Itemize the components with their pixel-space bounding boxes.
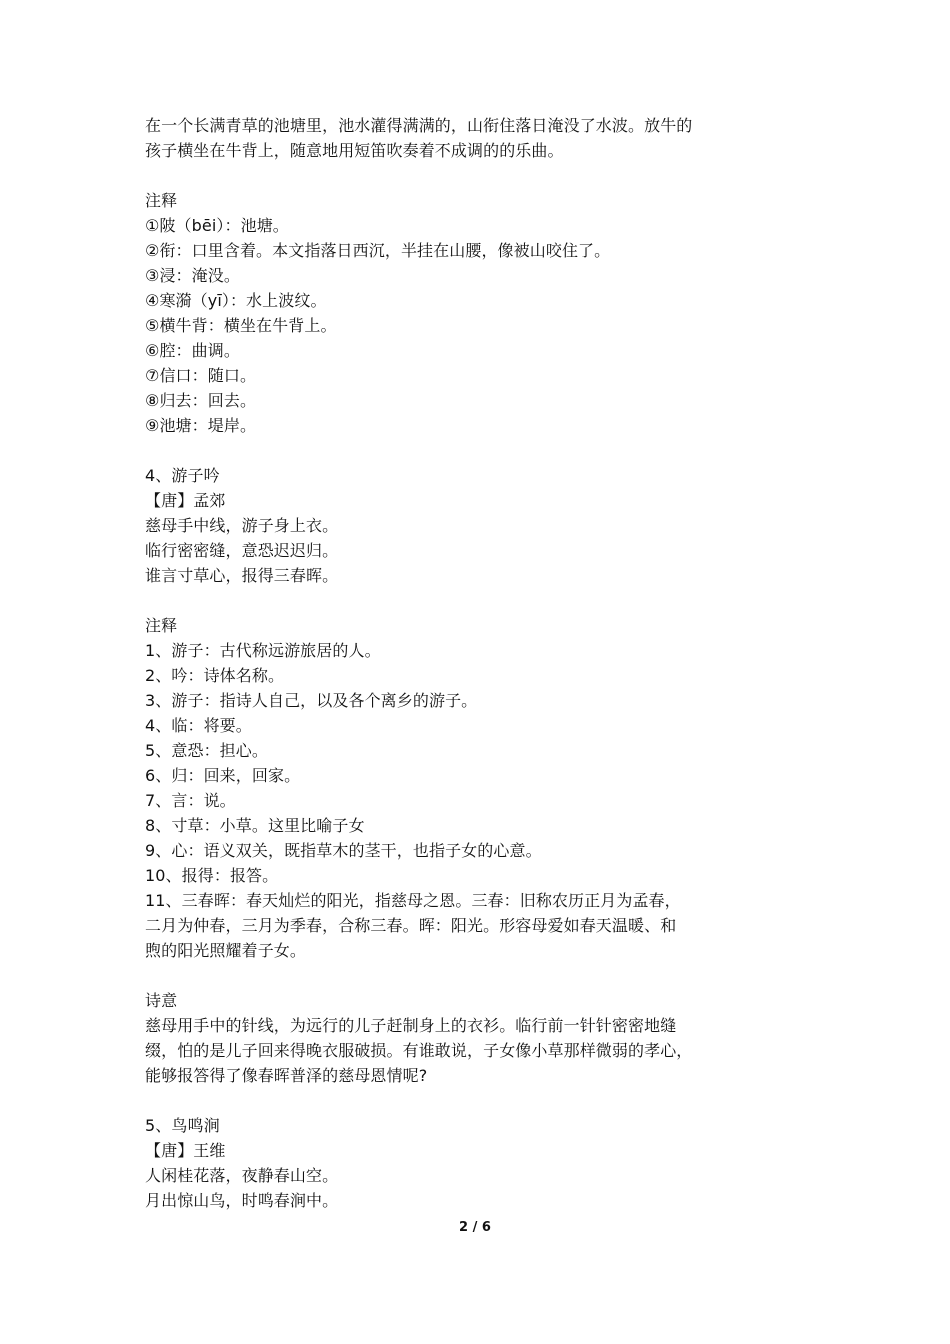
poem4-title: 4、游子吟: [145, 466, 220, 485]
note-item: 2、吟：诗体名称。: [145, 666, 285, 685]
poem5-author: 【唐】王维: [145, 1141, 226, 1160]
spacer: [145, 963, 815, 988]
notes1-heading: 注释: [145, 191, 178, 210]
note-item: ⑤横牛背：横坐在牛背上。: [145, 316, 337, 335]
document-body: [145, 113, 815, 1213]
note-item: ④寒漪（yī）：水上波纹。: [145, 291, 327, 310]
meaning-line: 能够报答得了像春晖普泽的慈母恩情呢?: [145, 1066, 428, 1085]
note-item: 4、临：将要。: [145, 716, 252, 735]
spacer: [145, 1088, 815, 1113]
poem5-line: 人闲桂花落，夜静春山空。: [145, 1166, 339, 1185]
meaning-line: 慈母用手中的针线，为远行的儿子赶制身上的衣衫。临行前一针针密密地缝: [145, 1016, 677, 1035]
poem4-line: 谁言寸草心，报得三春晖。: [145, 566, 339, 585]
notes2-heading: 注释: [145, 616, 178, 635]
note-item: 3、游子：指诗人自己，以及各个离乡的游子。: [145, 691, 478, 710]
note-item: ②衔：口里含着。本文指落日西沉，半挂在山腰，像被山咬住了。: [145, 241, 611, 260]
note-item: ⑥腔：曲调。: [145, 341, 240, 360]
spacer: [145, 163, 815, 188]
poem5-title: 5、鸟鸣涧: [145, 1116, 220, 1135]
note-item: ③浸：淹没。: [145, 266, 240, 285]
note-item: 10、报得：报答。: [145, 866, 279, 885]
note-item: ⑦信口：随口。: [145, 366, 257, 385]
intro-line: 孩子横坐在牛背上，随意地用短笛吹奏着不成调的的乐曲。: [145, 141, 564, 160]
meaning-line: 缀，怕的是儿子回来得晚衣服破损。有谁敢说，子女像小草那样微弱的孝心，: [145, 1041, 693, 1060]
meaning-heading: 诗意: [145, 991, 178, 1010]
spacer: [145, 588, 815, 613]
poem4-author: 【唐】孟郊: [145, 491, 226, 510]
page-number: 2 / 6: [459, 1220, 491, 1235]
note-item: 1、游子：古代称远游旅居的人。: [145, 641, 381, 660]
note-item: 煦的阳光照耀着子女。: [145, 941, 307, 960]
note-item: 二月为仲春，三月为季春，合称三春。晖：阳光。形容母爱如春天温暖、和: [145, 916, 677, 935]
note-item: 8、寸草：小草。这里比喻子女: [145, 816, 365, 835]
note-item: ⑧归去：回去。: [145, 391, 257, 410]
note-item: 9、心：语义双关，既指草木的茎干，也指子女的心意。: [145, 841, 542, 860]
note-item: 11、三春晖：春天灿烂的阳光，指慈母之恩。三春：旧称农历正月为孟春，: [145, 891, 681, 910]
intro-line: 在一个长满青草的池塘里，池水灌得满满的，山衔住落日淹没了水波。放牛的: [145, 116, 693, 135]
note-item: 6、归：回来，回家。: [145, 766, 301, 785]
note-item: ①陂（bēi）：池塘。: [145, 216, 289, 235]
poem4-line: 临行密密缝，意恐迟迟归。: [145, 541, 339, 560]
poem4-line: 慈母手中线，游子身上衣。: [145, 516, 339, 535]
note-item: ⑨池塘：堤岸。: [145, 416, 257, 435]
note-item: 7、言：说。: [145, 791, 236, 810]
note-item: 5、意恐：担心。: [145, 741, 268, 760]
spacer: [145, 438, 815, 463]
poem5-line: 月出惊山鸟，时鸣春涧中。: [145, 1191, 339, 1210]
